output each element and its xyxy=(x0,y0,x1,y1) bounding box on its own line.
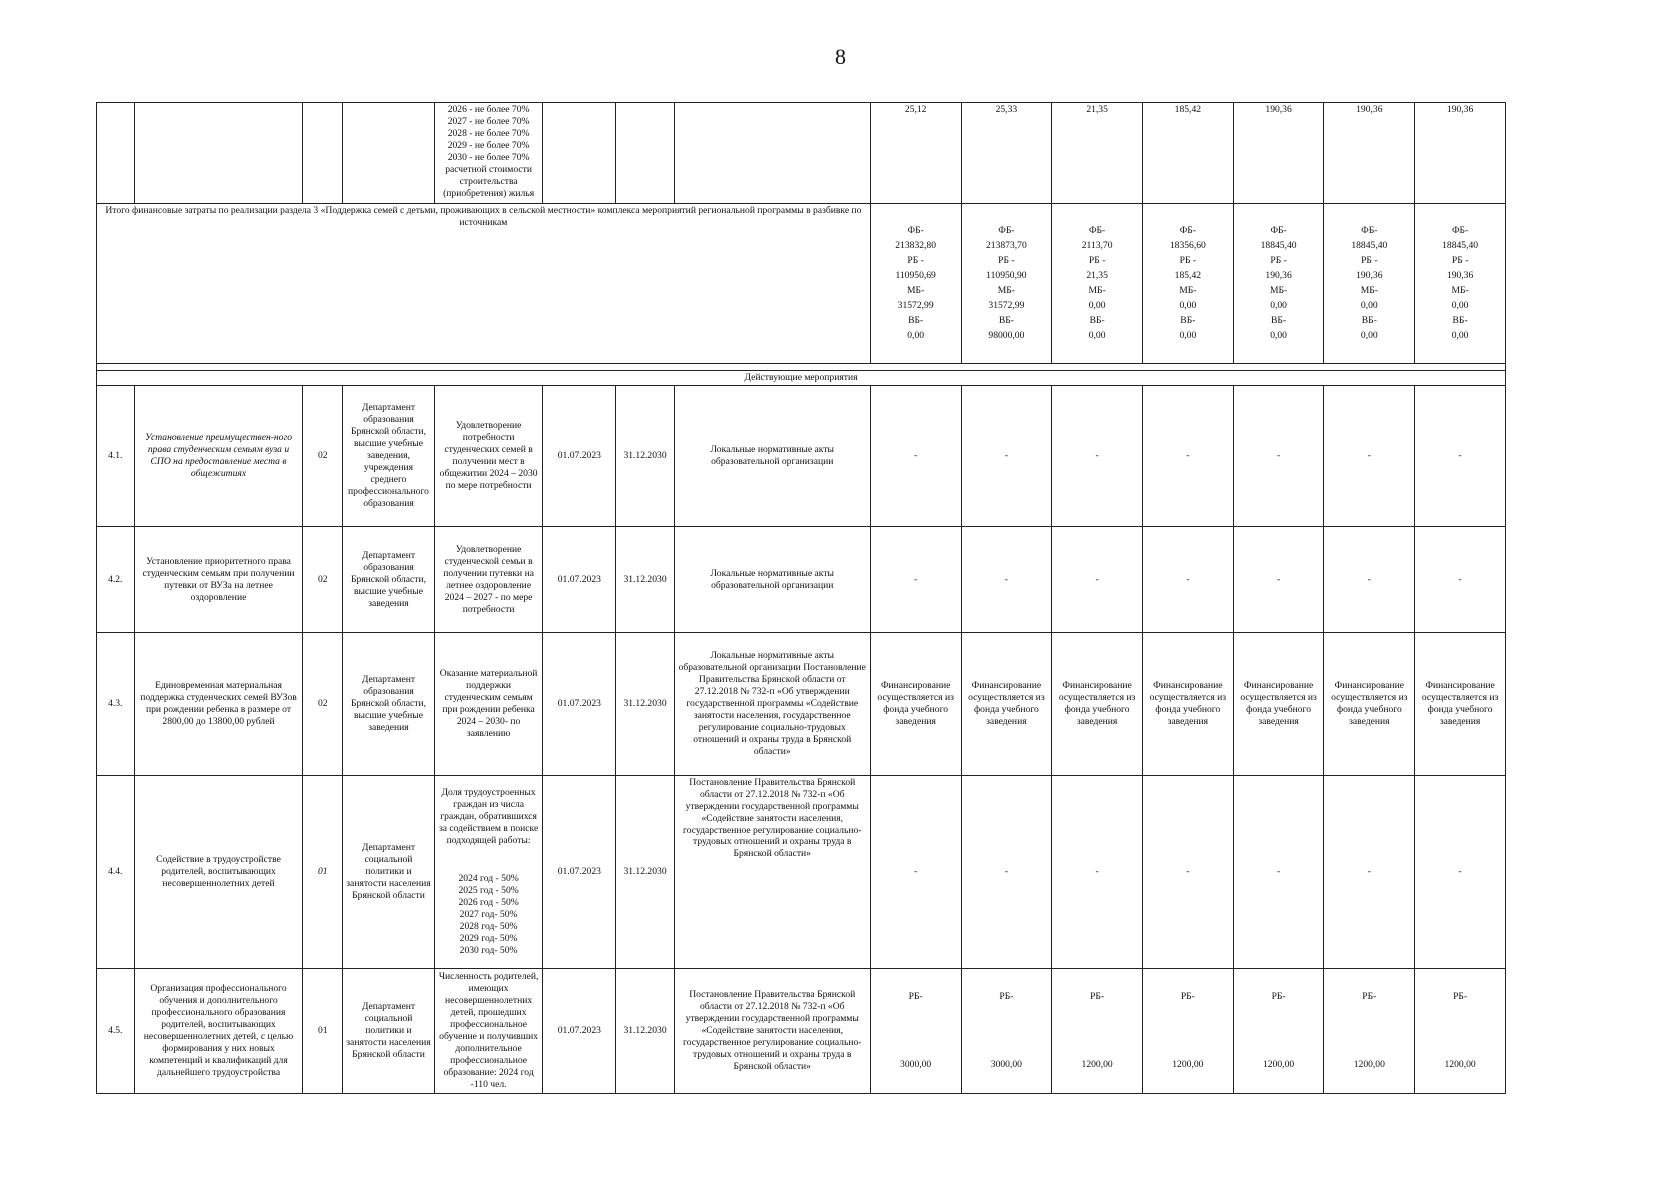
value-cell: - xyxy=(1233,775,1324,968)
end-date: 31.12.2030 xyxy=(616,968,674,1093)
total-label: Итого финансовые затраты по реализации раздела 3 «Поддержка семей с детьми, проживающих в сельской местности» комплекса мероприятий региональной программы в разбивке по источникам xyxy=(97,203,871,364)
value-cell: - xyxy=(1324,385,1415,526)
value-cell: - xyxy=(1052,385,1143,526)
total-col-3: ФБ- 2113,70 РБ - 21,35 МБ- 0,00 ВБ- 0,00 xyxy=(1052,203,1143,364)
value-cell: Финансирование осуществляется из фонда учебного заведения xyxy=(1324,633,1415,775)
executor: Департамент образования Брянской области, высшие учебные заведения xyxy=(343,633,435,775)
measure-name: Содействие в трудоустройстве родителей, воспитывающих несовершеннолетних детей xyxy=(134,775,303,968)
row-number: 4.1. xyxy=(97,385,135,526)
basis: Постановление Правительства Брянской области от 27.12.2018 № 732-п «Об утверждении государственной программы «Содействие занятости населения, государственное регулирование социально-трудовых отношений и охраны труда в Брянской области» xyxy=(674,968,870,1093)
total-col-4: ФБ- 18356,60 РБ - 185,42 МБ- 0,00 ВБ- 0,00 xyxy=(1142,203,1233,364)
value-cell: Финансирование осуществляется из фонда учебного заведения xyxy=(870,633,961,775)
measure-name: Единовременная материальная поддержка студенческих семей ВУЗов при рождении ребенка в размере от 2800,00 до 13800,00 рублей xyxy=(134,633,303,775)
row-3-continuation xyxy=(97,103,1506,204)
value-cell: РБ- 1200,00 xyxy=(1324,968,1415,1093)
value-cell: - xyxy=(1415,775,1506,968)
value-cell: 21,35 xyxy=(1052,103,1143,204)
indicator: Доля трудоустроенных граждан из числа граждан, обратившихся за содействием в поиске подходящей работы: 2024 год - 50% 2025 год - 50% 2026 год - 50% 2027 год- 50% 2028 год- 50% 2029 год- 50% 2030 год- 50% xyxy=(434,775,542,968)
indicator: Оказание материальной поддержки студенческим семьям при рождении ребенка 2024 – 2030- по заявлению xyxy=(434,633,542,775)
value-cell: 190,36 xyxy=(1233,103,1324,204)
basis: Локальные нормативные акты образовательной организации xyxy=(674,385,870,526)
section-heading-row xyxy=(97,370,1506,385)
code: 02 xyxy=(303,633,343,775)
indicator: Удовлетворение потребности студенческих семей в получении мест в общежитии 2024 – 2030 по мере потребности xyxy=(434,385,542,526)
row-number: 4.3. xyxy=(97,633,135,775)
value-cell: Финансирование осуществляется из фонда учебного заведения xyxy=(961,633,1052,775)
code: 02 xyxy=(303,527,343,633)
row-number: 4.5. xyxy=(97,968,135,1093)
value-cell: РБ- 1200,00 xyxy=(1052,968,1143,1093)
value-cell: Финансирование осуществляется из фонда учебного заведения xyxy=(1415,633,1506,775)
value-cell: РБ- 1200,00 xyxy=(1233,968,1324,1093)
total-col-5: ФБ- 18845,40 РБ - 190,36 МБ- 0,00 ВБ- 0,00 xyxy=(1233,203,1324,364)
code: 01 xyxy=(303,968,343,1093)
value-cell: - xyxy=(1142,775,1233,968)
value-cell: РБ- 1200,00 xyxy=(1415,968,1506,1093)
indicator: Численность родителей, имеющих несовершеннолетних детей, прошедших профессиональное обучение и получивших дополнительное профессиональное образование: 2024 год -110 чел. xyxy=(434,968,542,1093)
total-col-6: ФБ- 18845,40 РБ - 190,36 МБ- 0,00 ВБ- 0,00 xyxy=(1324,203,1415,364)
value-cell: - xyxy=(870,775,961,968)
table-row xyxy=(97,968,1506,1093)
value-cell: РБ- 1200,00 xyxy=(1142,968,1233,1093)
value-cell: - xyxy=(1324,775,1415,968)
basis: Локальные нормативные акты образовательной организации xyxy=(674,527,870,633)
value-cell: 25,33 xyxy=(961,103,1052,204)
value-cell: - xyxy=(1233,527,1324,633)
start-date: 01.07.2023 xyxy=(543,775,616,968)
end-date: 31.12.2030 xyxy=(616,527,674,633)
executor: Департамент образования Брянской области, высшие учебные заведения, учреждения среднего профессионального образования xyxy=(343,385,435,526)
value-cell: - xyxy=(1052,775,1143,968)
code: 01 xyxy=(303,775,343,968)
value-cell: 185,42 xyxy=(1142,103,1233,204)
executor: Департамент социальной политики и занятости населения Брянской области xyxy=(343,775,435,968)
total-row xyxy=(97,203,1506,364)
executor: Департамент социальной политики и занятости населения Брянской области xyxy=(343,968,435,1093)
value-cell: РБ- 3000,00 xyxy=(870,968,961,1093)
value-cell: РБ- 3000,00 xyxy=(961,968,1052,1093)
total-col-7: ФБ- 18845,40 РБ - 190,36 МБ- 0,00 ВБ- 0,00 xyxy=(1415,203,1506,364)
table-row xyxy=(97,385,1506,526)
value-cell: - xyxy=(1052,527,1143,633)
end-date: 31.12.2030 xyxy=(616,633,674,775)
value-cell: - xyxy=(961,775,1052,968)
table-row xyxy=(97,775,1506,968)
start-date: 01.07.2023 xyxy=(543,633,616,775)
value-cell: 190,36 xyxy=(1324,103,1415,204)
table-row xyxy=(97,633,1506,775)
targets-cell: 2026 - не более 70% 2027 - не более 70% 2028 - не более 70% 2029 - не более 70% 2030 - не более 70% расчетной стоимости строительства (приобретения) жилья xyxy=(434,103,542,204)
value-cell: - xyxy=(1233,385,1324,526)
start-date: 01.07.2023 xyxy=(543,527,616,633)
indicator: Удовлетворение студенческой семьи в получении путевки на летнее оздоровление 2024 – 2027 - по мере потребности xyxy=(434,527,542,633)
executor: Департамент образования Брянской области, высшие учебные заведения xyxy=(343,527,435,633)
value-cell: 25,12 xyxy=(870,103,961,204)
value-cell: Финансирование осуществляется из фонда учебного заведения xyxy=(1142,633,1233,775)
value-cell: Финансирование осуществляется из фонда учебного заведения xyxy=(1233,633,1324,775)
value-cell: - xyxy=(961,527,1052,633)
value-cell: - xyxy=(1415,527,1506,633)
basis: Постановление Правительства Брянской области от 27.12.2018 № 732-п «Об утверждении государственной программы «Содействие занятости населения, государственное регулирование социально-трудовых отношений и охраны труда в Брянской области» xyxy=(674,775,870,968)
value-cell: Финансирование осуществляется из фонда учебного заведения xyxy=(1052,633,1143,775)
table-row xyxy=(97,527,1506,633)
measures-table xyxy=(96,102,1506,1094)
value-cell: - xyxy=(961,385,1052,526)
page-number: 8 xyxy=(835,44,846,69)
start-date: 01.07.2023 xyxy=(543,968,616,1093)
total-col-2: ФБ- 213873,70 РБ - 110950,90 МБ- 31572,99 ВБ- 98000,00 xyxy=(961,203,1052,364)
measure-name: Установление приоритетного права студенческим семьям при получении путевки от ВУЗа на летнее оздоровление xyxy=(134,527,303,633)
basis: Локальные нормативные акты образовательной организации Постановление Правительства Брянской области от 27.12.2018 № 732-п «Об утверждении государственной программы «Содействие занятости населения, государственное регулирование социально-трудовых отношений и охраны труда в Брянской области» xyxy=(674,633,870,775)
measure-name: Установление преимуществен-ного права студенческим семьям вуза и СПО на предоставление места в общежитиях xyxy=(134,385,303,526)
value-cell: - xyxy=(1324,527,1415,633)
value-cell: - xyxy=(1415,385,1506,526)
measure-name: Организация профессионального обучения и дополнительного профессионального образования родителей, воспитывающих несовершеннолетних детей, с целью формирования у них новых компетенций и квалификаций для дальнейшего трудоустройства xyxy=(134,968,303,1093)
section-heading: Действующие мероприятия xyxy=(97,370,1506,385)
start-date: 01.07.2023 xyxy=(543,385,616,526)
value-cell: - xyxy=(1142,527,1233,633)
row-number: 4.2. xyxy=(97,527,135,633)
code: 02 xyxy=(303,385,343,526)
end-date: 31.12.2030 xyxy=(616,385,674,526)
value-cell: - xyxy=(870,527,961,633)
row-number: 4.4. xyxy=(97,775,135,968)
total-col-1: ФБ- 213832,80 РБ - 110950,69 МБ- 31572,99 ВБ- 0,00 xyxy=(870,203,961,364)
value-cell: - xyxy=(870,385,961,526)
value-cell: 190,36 xyxy=(1415,103,1506,204)
value-cell: - xyxy=(1142,385,1233,526)
end-date: 31.12.2030 xyxy=(616,775,674,968)
